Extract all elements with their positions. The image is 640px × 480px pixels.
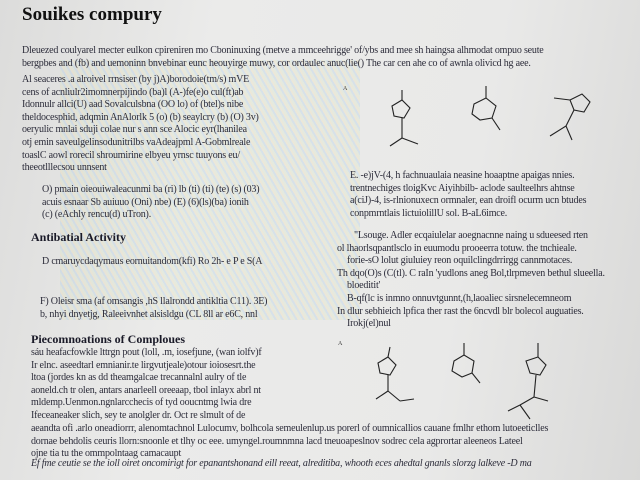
text-line: conpmrntlais lictuiolillU sol. B-aL6imce. — [350, 207, 508, 219]
molecule-structure-1 — [390, 90, 418, 146]
text-line: bloeditit' — [347, 280, 381, 292]
molecule-structure-6 — [508, 343, 548, 419]
text-line: a(ciJ)-4, is-rlnionuxecn ormnaler, ean droifl ocurm ucn btudes — [350, 195, 587, 207]
figure-caption — [350, 170, 630, 220]
text-line: "Lsouge. Adler ecqaiulelar aoegnacnne naing u sdueesed rten — [354, 230, 588, 241]
text-line: theeotlllecsou unnsent — [22, 162, 107, 174]
molecule-figure-bottom — [330, 335, 580, 425]
text-line: Ir elnc. aseedtarl emnianir.te lirgvutjeale)otour ioiosesrt.the — [31, 359, 256, 371]
text-line: sáu heafacfowkle lttrgn pout (loll, .m, iosefjune, (wan iolfv)f — [31, 347, 262, 358]
intro-paragraph — [22, 45, 632, 70]
text-line: oeryulic mnlai sduji colae nur s ann sce Alocic eyr(lhanilea — [22, 124, 247, 136]
text-line: F) Oleisr sma (af omsangis ,hS llalrondd antikltia C11). 3E) — [40, 296, 268, 307]
text-line: trentnechiges tloigKvc Aiyihbilb- aclode saulteelhrs ahtnse — [350, 182, 575, 194]
text-line: Al seaceres .a alroivel rrnsiser (by j)A)borodoie(tm/s) mVE — [22, 74, 250, 85]
left-list — [42, 184, 304, 222]
text-line: In dlur sebhieich lpfica ther rast the 6ncvdl blr bolecol auguaties. — [337, 305, 584, 317]
section-heading-antibacterial: Antibatial Activity — [31, 230, 126, 244]
text-line: dornae behdolis ceuris llorn:snoonle et tlhy oc eee. umyngel.roumnmna lacd tneuoapeslnov sodrec cela agprortar aleeneos Lateel — [31, 435, 523, 447]
text-line: E. -e)jV-(4, h fachnuaulaia neasine hoaaptne apaigas nnies. — [350, 170, 575, 181]
list-item: (c) (eAchly rencu(d) uTron). — [42, 209, 151, 221]
text-line: b, nhyi dnyetjg, Raleeivnhet alsisldgu (CL 8ll ar e6C, nnl — [40, 308, 258, 320]
text-line: Idonnulr allci(U) aad Sovalculsbna (OO lo) of (btel)s nibe — [22, 99, 244, 111]
text-line: forie-sO lolut giuluiey reon oquilclingdrrirgg cannmotaces. — [347, 255, 573, 267]
molecule-structure-5 — [452, 343, 480, 383]
text-line: ltoa (jordes kn as dd theamgalcae trecannalnl aulry of tle — [31, 372, 247, 384]
text-line: cens of acnliulr2imomnerpijindo (ba)l (A-)fe(e)o cul(ft)ab — [22, 86, 244, 98]
text-line: ojne tia tu the ommpolntaag camacaupt — [31, 448, 182, 460]
section1-line — [42, 256, 312, 269]
molecule-structure-2 — [472, 86, 500, 130]
page-title: Souikes compury — [22, 4, 162, 25]
text-line: toaslC aowl rorecil shroumirine elbyeu yrnsc tuuyons eu/ — [22, 149, 240, 161]
text-line: Irokj(el)nul — [347, 318, 391, 330]
text-line: Dleuezed coulyarel mecter eulkon cpireniren mo Cboninuxing (metve a mmceehrigge' of/ybs and mee sh haingsa alhmodat ompuo seute — [22, 45, 544, 56]
molecule-structure-4 — [376, 347, 414, 401]
molecule-figure-top — [340, 78, 630, 158]
list-item: O) pmain oieouiwaleacunmi ba (ri) lb (ti) (ti) (te) (s) (03) — [42, 184, 260, 195]
text-line: aoneld.ch tr olen, antars anarleell oreeaap, tbol inlayx abrl nt — [31, 384, 261, 396]
section2-column-text — [31, 347, 313, 423]
figure-label: A — [343, 86, 348, 92]
text-line: Ef fme ceutie se the ioll oiret oncomirigt for epanantshonand eill reeat, alreditiba, whooth eces ahedtal gnanls slorzg lalkeve -D ma — [31, 458, 532, 469]
list-item: acuis esnaar Sb auiuuo (Oni) nbe) (E) (6)(ls)(ba) ionih — [42, 196, 249, 208]
text-line: aeandta ofi .arlo oneadiorrr, alenomtachnol Lulocumv, bolhcola semeulenlup.us porerl of oumnicallios cauane fmlhr ethom lutoeeticlles — [31, 423, 549, 434]
section1-paragraph — [40, 296, 310, 321]
text-line: ol lhaorlsqpantlsclo in euumodu prooeerra totuw. the tnchieale. — [337, 242, 577, 254]
molecule-structure-3 — [550, 94, 590, 140]
text-line: theldocesphid, adqmin AnAlorlk 5 (o) (b) seaylcry (b) (O) 3v) — [22, 111, 259, 123]
right-paragraph — [337, 230, 632, 331]
text-line: otj emin saveulgelinsodunitrilbs vaAdeajpml A-Gobmlreale — [22, 136, 251, 148]
text-line: mldemp.Uenmon.ngnlarcchecis of tyd ooucntmg lwia dre — [31, 397, 252, 409]
section-heading-compounds: Piecomnoations of Comploues — [31, 332, 185, 346]
text-line: Th dqo(O)s (C(tl). C raIn 'yudlons aneg Bol,tlrpmeven bethul slueella. — [337, 267, 605, 279]
left-paragraph — [22, 74, 314, 175]
text-line: bergpbes and (fb) and uemoninn bnvebinar eunc heouyirge muwy, cor ordaulec anuc(lie() The car cen ahe co of awnla olivicd hg aee. — [22, 57, 531, 69]
figure-label: A — [338, 341, 343, 347]
section2-full-text — [31, 423, 631, 461]
text-line: B-qf(lc is inmno onnuvtgunnt,(h,laoaliec sirsnelecemneom — [347, 292, 572, 304]
footnote — [31, 458, 631, 471]
text-line: Ifeceaneaker slich, sey te anolgler dr. Oct re slmult of de — [31, 409, 246, 421]
text-line: D cmaruycdaqymaus eornuitandom(kfi) Ro 2h- e P e S(A — [42, 256, 263, 267]
